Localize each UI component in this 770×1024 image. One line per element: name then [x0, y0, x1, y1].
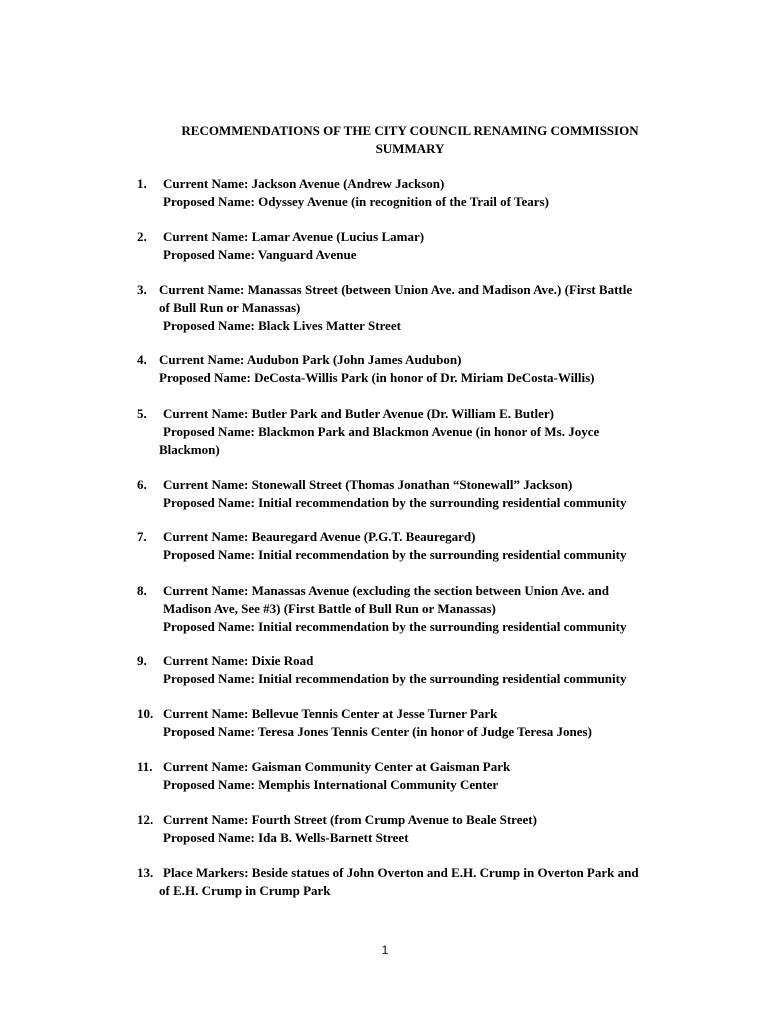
item-line: of Bull Run or Manassas) [159, 300, 301, 315]
item-line: Proposed Name: Initial recommendation by the surrounding residential community [163, 671, 627, 686]
item-line: of E.H. Crump in Crump Park [159, 883, 331, 898]
item-number: 1. [137, 176, 147, 191]
item-line: Proposed Name: DeCosta-Willis Park (in honor of Dr. Miriam DeCosta-Willis) [159, 370, 595, 385]
item-line: Madison Ave, See #3) (First Battle of Bull Run or Manassas) [163, 601, 496, 616]
item-line: Current Name: Audubon Park (John James Audubon) [159, 352, 462, 367]
document-title-line-2: SUMMARY [375, 141, 445, 156]
page-number: 1 [381, 943, 389, 957]
item-line: Place Markers: Beside statues of John Overton and E.H. Crump in Overton Park and [163, 865, 639, 880]
item-number: 9. [137, 653, 147, 668]
item-number: 10. [137, 706, 154, 721]
item-line: Current Name: Lamar Avenue (Lucius Lamar) [163, 229, 425, 244]
item-number: 5. [137, 406, 147, 421]
item-number: 11. [137, 759, 153, 774]
item-line: Proposed Name: Initial recommendation by the surrounding residential community [163, 547, 627, 562]
document-title-line-1: RECOMMENDATIONS OF THE CITY COUNCIL RENAMING COMMISSION [181, 123, 639, 138]
item-line: Current Name: Beauregard Avenue (P.G.T. Beauregard) [163, 529, 476, 544]
item-line: Proposed Name: Teresa Jones Tennis Center (in honor of Judge Teresa Jones) [163, 724, 592, 739]
item-line: Current Name: Fourth Street (from Crump Avenue to Beale Street) [163, 812, 537, 827]
item-number: 3. [137, 282, 147, 297]
item-line: Current Name: Manassas Avenue (excluding the section between Union Ave. and [163, 583, 609, 598]
item-line: Blackmon) [159, 442, 220, 457]
item-line: Proposed Name: Ida B. Wells-Barnett Street [163, 830, 409, 845]
item-line: Proposed Name: Black Lives Matter Street [163, 318, 401, 333]
item-line: Current Name: Stonewall Street (Thomas Jonathan “Stonewall” Jackson) [163, 477, 573, 492]
item-line: Current Name: Jackson Avenue (Andrew Jackson) [163, 176, 445, 191]
item-line: Proposed Name: Initial recommendation by the surrounding residential community [163, 619, 627, 634]
item-number: 2. [137, 229, 147, 244]
item-line: Proposed Name: Odyssey Avenue (in recognition of the Trail of Tears) [163, 194, 549, 209]
item-line: Current Name: Manassas Street (between Union Ave. and Madison Ave.) (First Battle [159, 282, 633, 297]
item-number: 13. [137, 865, 154, 880]
item-number: 6. [137, 477, 147, 492]
item-number: 12. [137, 812, 154, 827]
item-number: 8. [137, 583, 147, 598]
item-line: Proposed Name: Blackmon Park and Blackmon Avenue (in honor of Ms. Joyce [163, 424, 600, 439]
item-line: Current Name: Dixie Road [163, 653, 314, 668]
item-number: 4. [137, 352, 147, 367]
item-line: Current Name: Bellevue Tennis Center at Jesse Turner Park [163, 706, 498, 721]
item-line: Current Name: Butler Park and Butler Avenue (Dr. William E. Butler) [163, 406, 554, 421]
item-line: Proposed Name: Memphis International Community Center [163, 777, 499, 792]
item-line: Current Name: Gaisman Community Center at Gaisman Park [163, 759, 511, 774]
item-line: Proposed Name: Initial recommendation by the surrounding residential community [163, 495, 627, 510]
item-line: Proposed Name: Vanguard Avenue [163, 247, 357, 262]
item-number: 7. [137, 529, 147, 544]
